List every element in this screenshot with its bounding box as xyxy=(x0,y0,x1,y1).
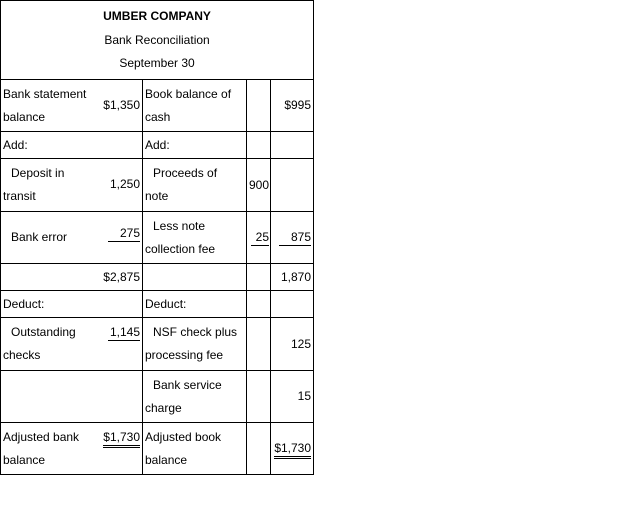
table-row xyxy=(1,318,314,371)
report-date: September 30 xyxy=(119,56,195,70)
empty-cell xyxy=(271,132,314,159)
book-subtotal: 1,870 xyxy=(271,264,314,291)
fee-cell xyxy=(143,212,247,264)
table-row xyxy=(1,371,314,423)
deposit-value: 1,250 xyxy=(109,177,140,191)
deposit-cell xyxy=(1,159,143,212)
book-add-label: Add: xyxy=(143,132,247,159)
adjusted-book-cell-value xyxy=(271,423,314,475)
empty-cell xyxy=(247,318,271,371)
empty-cell xyxy=(143,264,247,291)
bank-balance-value: $1,350 xyxy=(103,97,140,112)
bank-subtotal: $2,875 xyxy=(1,264,143,291)
table-row xyxy=(1,291,314,318)
empty-cell xyxy=(247,80,271,132)
company-name: UMBER COMPANY xyxy=(103,9,211,23)
nsf-value: 125 xyxy=(271,318,314,371)
bank-balance-label: Bank statement balance xyxy=(3,86,87,124)
table-row xyxy=(1,423,314,475)
proceeds-value: 900 xyxy=(247,159,271,212)
adjusted-book-value: $1,730 xyxy=(274,441,311,459)
bank-balance-cell xyxy=(1,80,143,132)
service-cell xyxy=(143,371,247,423)
table-row xyxy=(1,80,314,132)
proceeds-cell xyxy=(143,159,247,212)
outstanding-value: 1,145 xyxy=(109,325,140,339)
adjusted-book-cell xyxy=(143,423,247,475)
outstanding-cell xyxy=(1,318,143,371)
table-row xyxy=(1,132,314,159)
bank-error-cell xyxy=(1,212,143,264)
net-proceeds-value: 875 xyxy=(279,230,311,246)
service-value: 15 xyxy=(271,371,314,423)
report-title: Bank Reconciliation xyxy=(104,33,210,47)
book-balance-label: Book balance of cash xyxy=(143,80,247,132)
fee-value: 25 xyxy=(251,230,269,246)
header-row xyxy=(1,1,314,80)
book-deduct-label: Deduct: xyxy=(143,291,247,318)
adjusted-bank-value: $1,730 xyxy=(103,430,140,448)
adjusted-book-label: Adjusted book balance xyxy=(145,429,222,467)
deposit-label: Deposit in transit xyxy=(3,166,65,203)
empty-cell xyxy=(1,371,143,423)
bank-deduct-label: Deduct: xyxy=(1,291,143,318)
empty-cell xyxy=(271,159,314,212)
empty-cell xyxy=(247,132,271,159)
service-label: Bank service charge xyxy=(145,377,222,415)
outstanding-label: Outstanding checks xyxy=(3,325,76,362)
empty-cell xyxy=(247,264,271,291)
empty-cell xyxy=(247,423,271,475)
nsf-label: NSF check plus processing fee xyxy=(145,325,238,362)
bank-reconciliation-table xyxy=(0,0,314,475)
empty-cell xyxy=(247,371,271,423)
proceeds-label: Proceeds of note xyxy=(145,166,218,203)
bank-error-label: Bank error xyxy=(11,230,68,244)
adjusted-bank-label: Adjusted bank balance xyxy=(3,429,80,467)
adjusted-bank-cell xyxy=(1,423,143,475)
table-row xyxy=(1,159,314,212)
book-balance-value: $995 xyxy=(271,80,314,132)
fee-label: Less note collection fee xyxy=(145,218,216,256)
table-row xyxy=(1,212,314,264)
table-row xyxy=(1,264,314,291)
header-cell xyxy=(1,1,314,80)
net-proceeds-cell xyxy=(271,212,314,264)
bank-error-value: 275 xyxy=(108,226,140,242)
nsf-cell xyxy=(143,318,247,371)
empty-cell xyxy=(247,291,271,318)
bank-add-label: Add: xyxy=(1,132,143,159)
fee-cell-value xyxy=(247,212,271,264)
empty-cell xyxy=(271,291,314,318)
